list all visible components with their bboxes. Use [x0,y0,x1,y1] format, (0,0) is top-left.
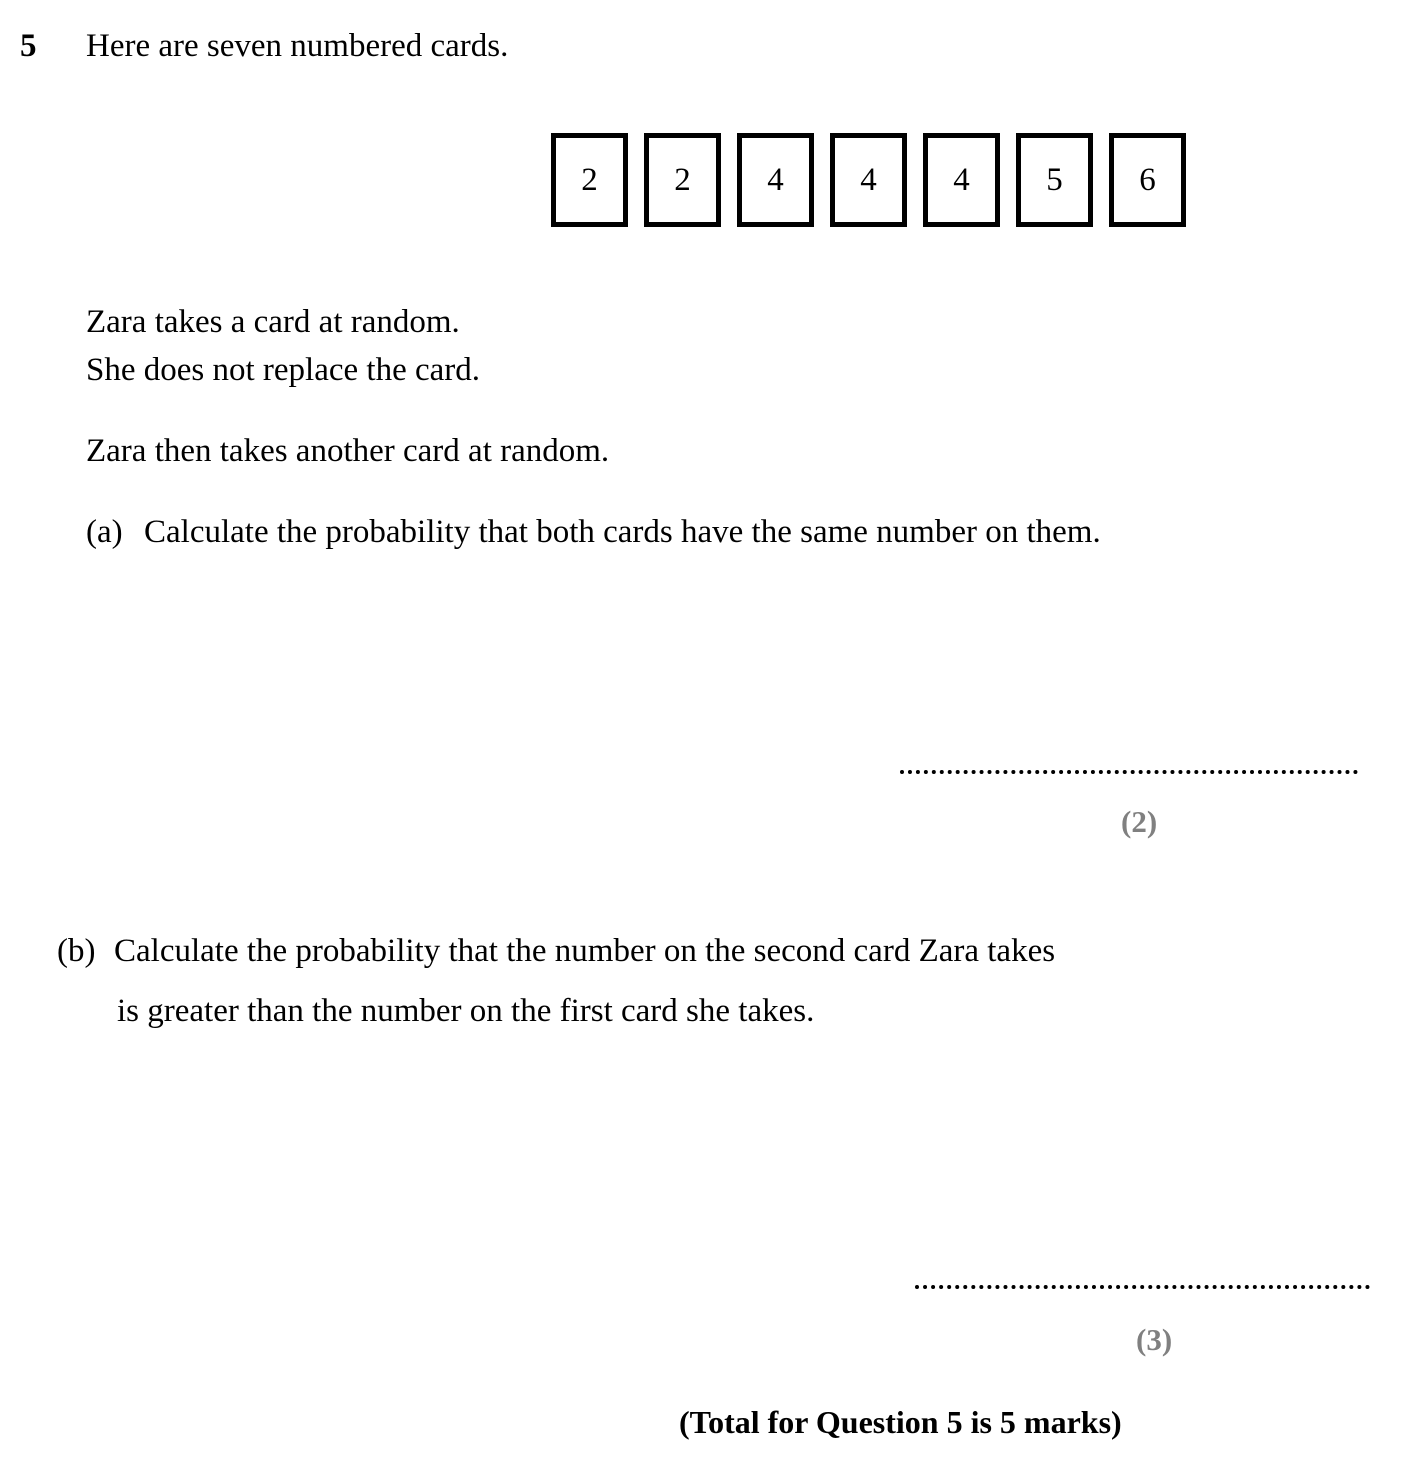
card-value: 4 [953,161,970,198]
answer-line-part-b[interactable] [915,1279,1370,1289]
answer-line-part-a[interactable] [900,764,1358,774]
scenario-line-2: She does not replace the card. [86,352,481,388]
marks-allocation-part-a: (2) [1121,804,1158,839]
part-b-text-line-1: Calculate the probability that the number on the second card Zara takes [114,933,1056,969]
numbered-card [644,133,721,227]
numbered-card [737,133,814,227]
scenario-line-3: Zara then takes another card at random. [86,433,610,469]
numbered-card [830,133,907,227]
part-b-text-line-2: is greater than the number on the first card she takes. [117,993,815,1029]
card-value: 6 [1139,161,1156,198]
part-a-text: Calculate the probability that both cards have the same number on them. [144,514,1101,550]
card-value: 4 [767,161,784,198]
question-stem-text: Here are seven numbered cards. [86,28,509,64]
part-b-label: (b) [57,933,96,969]
card-value: 2 [581,161,598,198]
card-value: 2 [674,161,691,198]
numbered-card [1016,133,1093,227]
question-number: 5 [20,28,37,64]
numbered-card [923,133,1000,227]
numbered-cards-row [551,133,1186,227]
marks-allocation-part-b: (3) [1136,1322,1173,1357]
numbered-card [1109,133,1186,227]
part-a-label: (a) [86,514,123,550]
scenario-line-1: Zara takes a card at random. [86,304,460,340]
card-value: 4 [860,161,877,198]
numbered-card [551,133,628,227]
card-value: 5 [1046,161,1063,198]
question-header [0,20,1404,76]
total-marks-text: (Total for Question 5 is 5 marks) [679,1404,1122,1440]
